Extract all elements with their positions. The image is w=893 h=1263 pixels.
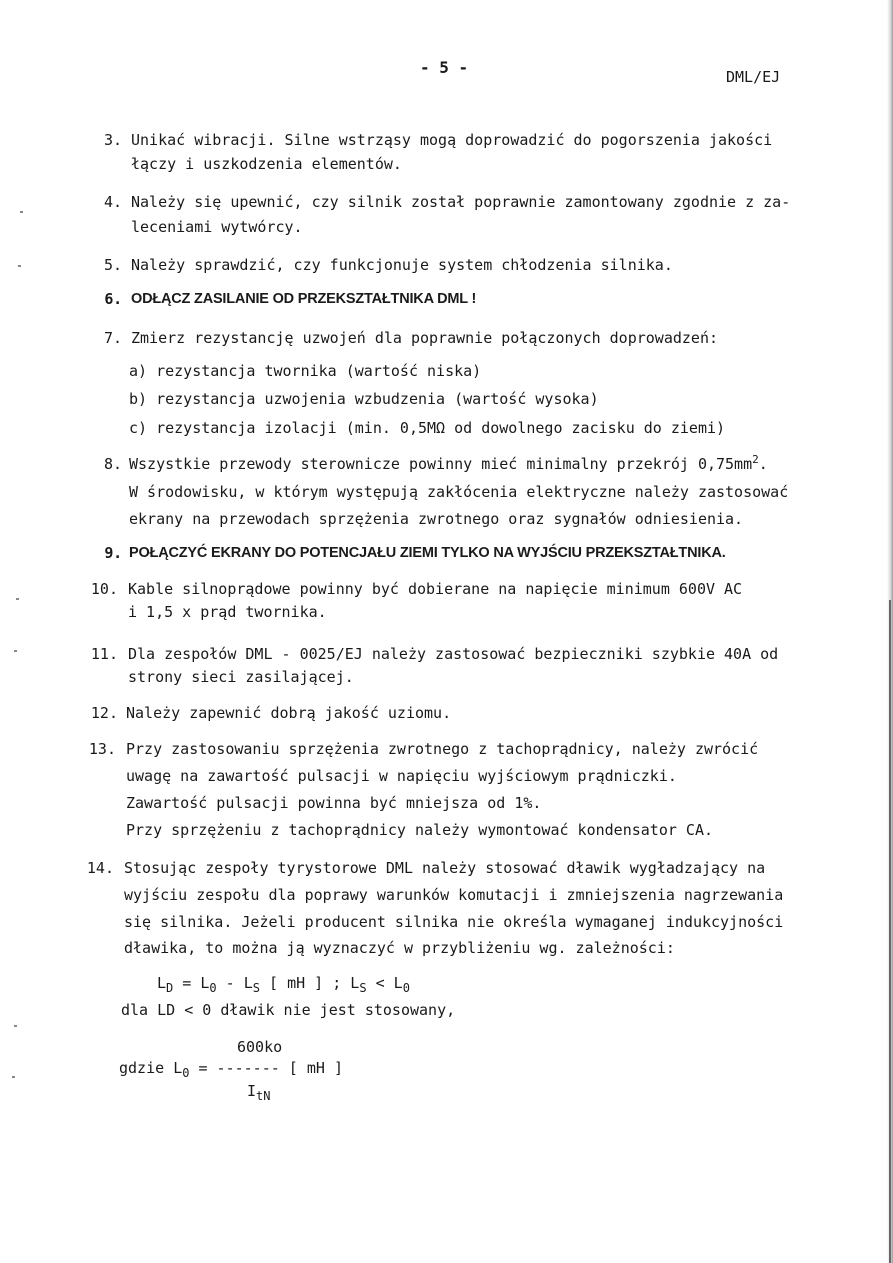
item-4-line-2: leceniami wytwórcy. <box>131 218 303 236</box>
item-number: 14. <box>86 859 114 877</box>
subscript: S <box>359 981 367 995</box>
fraction-bar: ------- <box>216 1059 280 1077</box>
item-number: 4. <box>103 193 122 211</box>
subscript: D <box>166 981 174 995</box>
item-number: 11. <box>90 645 118 663</box>
item-7-sub-c: c) rezystancja izolacji (min. 0,5MΩ od dowolnego zacisku do ziemi) <box>129 419 726 437</box>
item-11-line-2: strony sieci zasilającej. <box>128 668 354 686</box>
item-8-line-2: W środowisku, w którym występują zakłócenia elektryczne należy zastosować <box>129 483 789 501</box>
item-6-warning: ODŁĄCZ ZASILANIE OD PRZEKSZTAŁTNIKA DML ! <box>131 291 477 307</box>
scan-speck <box>16 598 19 600</box>
symbol: L <box>173 1059 183 1077</box>
symbol: L <box>393 974 403 992</box>
item-3-line-1: Unikać wibracji. Silne wstrząsy mogą doprowadzić do pogorszenia jakości <box>131 131 773 149</box>
fraction-numerator: 600ko <box>237 1038 283 1056</box>
symbol: = <box>182 974 192 992</box>
unit: [ mH ] <box>288 1059 343 1077</box>
formula-prefix: gdzie <box>119 1059 165 1077</box>
item-13-line-1: Przy zastosowaniu sprzężenia zwrotnego z tachoprądnicy, należy zwrócić <box>126 740 759 758</box>
item-number: 3. <box>103 131 122 149</box>
formula-inductance <box>157 970 410 997</box>
item-number: 13. <box>88 740 116 758</box>
item-10-line-2: i 1,5 x prąd twornika. <box>128 603 327 621</box>
unit: [ mH ] <box>269 974 324 992</box>
scan-edge-line <box>889 600 891 1263</box>
item-7-sub-b: b) rezystancja uzwojenia wzbudzenia (wartość wysoka) <box>129 390 599 408</box>
symbol: - <box>225 974 235 992</box>
symbol: L <box>243 974 253 992</box>
symbol: L <box>157 974 167 992</box>
subscript: S <box>252 981 260 995</box>
symbol: L <box>200 974 210 992</box>
item-10-line-1: Kable silnoprądowe powinny być dobierane na napięcie minimum 600V AC <box>128 580 743 598</box>
item-3-line-2: łączy i uszkodzenia elementów. <box>131 155 402 173</box>
symbol: I <box>247 1082 257 1100</box>
item-number: 5. <box>103 256 122 274</box>
item-12-line-1: Należy zapewnić dobrą jakość uziomu. <box>126 704 452 722</box>
item-number: 12. <box>90 704 118 722</box>
item-13-line-4: Przy sprzężeniu z tachoprądnicy należy wymontować kondensator CA. <box>126 821 713 839</box>
subscript: tN <box>256 1089 271 1103</box>
item-7-sub-a: a) rezystancja twornika (wartość niska) <box>129 362 482 380</box>
item-14-line-2: wyjściu zespołu dla poprawy warunków komutacji i zmniejszenia nagrzewania <box>124 886 784 904</box>
item-9-warning: POŁĄCZYĆ EKRANY DO POTENCJAŁU ZIEMI TYLKO NA WYJŚCIU PRZEKSZTAŁTNIKA. <box>129 545 726 561</box>
item-number: 10. <box>90 580 118 598</box>
item-8-line-3: ekrany na przewodach sprzężenia zwrotnego oraz sygnałów odniesienia. <box>129 510 744 528</box>
superscript: 2 <box>752 453 759 466</box>
item-13-line-2: uwagę na zawartość pulsacji w napięciu wyjściowym prądniczki. <box>126 767 677 785</box>
item-11-line-1: Dla zespołów DML - 0025/EJ należy zastosować bezpieczniki szybkie 40A od <box>128 645 779 663</box>
page-number: - 5 - <box>420 58 469 77</box>
subscript: 0 <box>402 981 410 995</box>
scan-speck <box>14 650 17 652</box>
item-14-line-3: się silnika. Jeżeli producent silnika nie określa wymaganej indukcyjności <box>124 913 784 931</box>
fraction-row <box>119 1055 343 1082</box>
item-8-line-1-end: . <box>758 455 768 473</box>
item-8-line-1 <box>129 451 768 478</box>
fraction-denominator <box>247 1078 270 1105</box>
symbol: = <box>198 1059 208 1077</box>
symbol: L <box>350 974 360 992</box>
scan-speck <box>14 1025 17 1027</box>
item-8-line-1-text: Wszystkie przewody sterownicze powinny mieć minimalny przekrój 0,75mm <box>129 455 753 473</box>
item-13-line-3: Zawartość pulsacji powinna być mniejsza od 1%. <box>126 794 542 812</box>
item-number: 8. <box>103 455 122 473</box>
item-4-line-1: Należy się upewnić, czy silnik został poprawnie zamontowany zgodnie z za- <box>131 193 791 211</box>
subscript: 0 <box>209 981 217 995</box>
scan-speck <box>12 1076 15 1078</box>
item-14-line-1: Stosując zespoły tyrystorowe DML należy stosować dławik wygładzający na <box>124 859 766 877</box>
symbol: < <box>375 974 385 992</box>
scan-speck <box>20 211 23 213</box>
item-number: 9. <box>104 544 122 562</box>
item-14-line-4: dławika, to można ją wyznaczyć w przybliżeniu wg. zależności: <box>124 939 675 957</box>
formula-note: dla LD < 0 dławik nie jest stosowany, <box>121 1001 456 1019</box>
document-code: DML/EJ <box>726 68 781 86</box>
item-7-line-1: Zmierz rezystancję uzwojeń dla poprawnie połączonych doprowadzeń: <box>131 329 718 347</box>
symbol: ; <box>332 974 342 992</box>
item-number: 6. <box>104 290 122 308</box>
scan-speck <box>18 265 21 267</box>
item-5-line-1: Należy sprawdzić, czy funkcjonuje system chłodzenia silnika. <box>131 256 673 274</box>
item-number: 7. <box>103 329 122 347</box>
subscript: 0 <box>182 1066 190 1080</box>
